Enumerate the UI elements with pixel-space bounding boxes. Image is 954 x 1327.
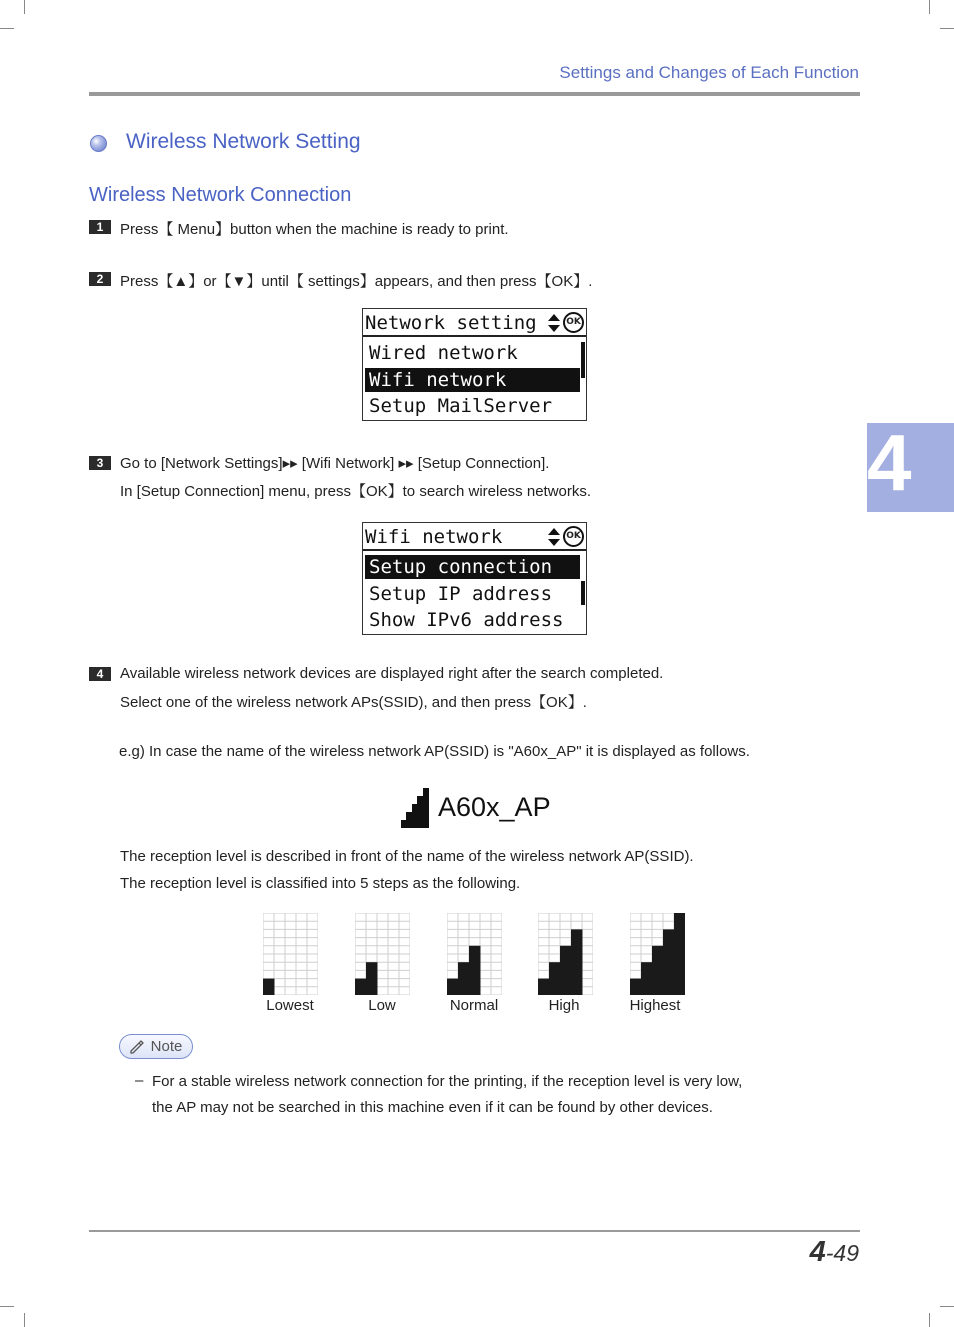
note-text: For a stable wireless network connection for the printing, if the reception level is very low, (152, 1073, 743, 1090)
step-number: 2 (89, 272, 111, 286)
level-label: Lowest (266, 997, 314, 1014)
lcd-menu-row-selected: Wifi network (365, 368, 580, 392)
bullet-icon (90, 135, 107, 152)
up-down-arrow-icon (548, 314, 560, 332)
step-text: Go to [Network Settings]▸▸ [Wifi Network] ▸▸ [Setup Connection]. (120, 455, 550, 472)
crop-mark (0, 1306, 14, 1307)
signal-bar (447, 979, 459, 995)
signal-bar (641, 962, 653, 995)
lcd-screen-wifi-network (362, 522, 587, 635)
step-text: Available wireless network devices are displayed right after the search completed. (120, 665, 664, 682)
crop-mark (929, 1313, 930, 1327)
crop-mark (24, 1313, 25, 1327)
signal-bar (538, 979, 550, 995)
page-separator: - (825, 1240, 834, 1266)
step-text: Press【▲】or【▼】until【 settings】appears, and then press【OK】. (120, 273, 593, 290)
signal-meter-highest (630, 913, 685, 995)
example-text: e.g) In case the name of the wireless network AP(SSID) is "A60x_AP" it is displayed as follows. (119, 743, 750, 760)
signal-bar (549, 962, 561, 995)
page-number (810, 1236, 859, 1269)
signal-meter-normal (447, 913, 502, 995)
lcd-menu-row: Setup IP address (369, 583, 553, 605)
note-label: Note (150, 1038, 183, 1055)
subsection-title: Wireless Network Connection (89, 184, 352, 206)
crop-mark (940, 28, 954, 29)
section-title: Wireless Network Setting (126, 130, 361, 153)
reception-text: The reception level is described in front of the name of the wireless network AP(SSID). (120, 848, 694, 865)
note-text: the AP may not be searched in this machine even if it can be found by other devices. (152, 1099, 713, 1116)
lcd-title-text: Wifi network (365, 526, 503, 548)
crop-mark (929, 0, 930, 14)
up-down-arrow-icon (548, 528, 560, 546)
chapter-tab-number: 4 (867, 418, 912, 507)
signal-meter-low (355, 913, 410, 995)
lcd-screen-network-setting (362, 308, 587, 421)
lcd-menu-row: Show IPv6 address (369, 609, 564, 631)
lcd-menu-row-selected: Setup connection (365, 555, 580, 579)
chapter-tab (867, 418, 954, 512)
step-number: 4 (89, 667, 111, 681)
ok-icon: OK (563, 312, 584, 333)
lcd-scrollbar (581, 581, 585, 605)
lcd-menu-row: Wired network (369, 342, 518, 364)
signal-bar (674, 913, 685, 995)
signal-bar (571, 929, 583, 995)
crop-mark (0, 28, 14, 29)
signal-meter-high (538, 913, 593, 995)
signal-bar (458, 962, 470, 995)
running-header: Settings and Changes of Each Function (559, 63, 859, 82)
signal-bar (355, 979, 367, 995)
ok-icon: OK (563, 526, 584, 547)
signal-bar (263, 979, 275, 995)
signal-bar (630, 979, 642, 995)
signal-bar (366, 962, 378, 995)
lcd-scrollbar (581, 342, 585, 378)
crop-mark (940, 1306, 954, 1307)
step-number: 1 (89, 220, 111, 234)
signal-meter-lowest (263, 913, 318, 995)
level-label: Highest (629, 997, 681, 1014)
header-rule (89, 92, 860, 96)
reception-text: The reception level is classified into 5 steps as the following. (120, 875, 521, 892)
note-badge (119, 1034, 193, 1059)
step-text: Press【 Menu】button when the machine is ready to print. (120, 221, 509, 238)
signal-bar (663, 929, 675, 995)
step-text: In [Setup Connection] menu, press【OK】to search wireless networks. (120, 483, 592, 500)
section-heading (90, 130, 361, 154)
step-number: 3 (89, 456, 111, 470)
step-text: Select one of the wireless network APs(SSID), and then press【OK】. (120, 694, 587, 711)
signal-strength-icon (401, 788, 429, 828)
signal-bar (652, 946, 664, 995)
note-dash: – (135, 1072, 144, 1089)
crop-mark (24, 0, 25, 14)
lcd-menu-row: Setup MailServer (369, 395, 553, 417)
signal-bar (469, 946, 481, 995)
lcd-title-text: Network setting (365, 312, 537, 334)
footer-rule (89, 1230, 860, 1232)
page-chapter: 4 (809, 1236, 826, 1268)
level-label: Normal (449, 997, 499, 1014)
level-label: High (548, 997, 580, 1014)
page-index: 49 (833, 1240, 859, 1266)
ssid-name: A60x_AP (438, 792, 551, 822)
signal-bar (560, 946, 572, 995)
pencil-icon (130, 1040, 146, 1054)
level-label: Low (368, 997, 396, 1014)
